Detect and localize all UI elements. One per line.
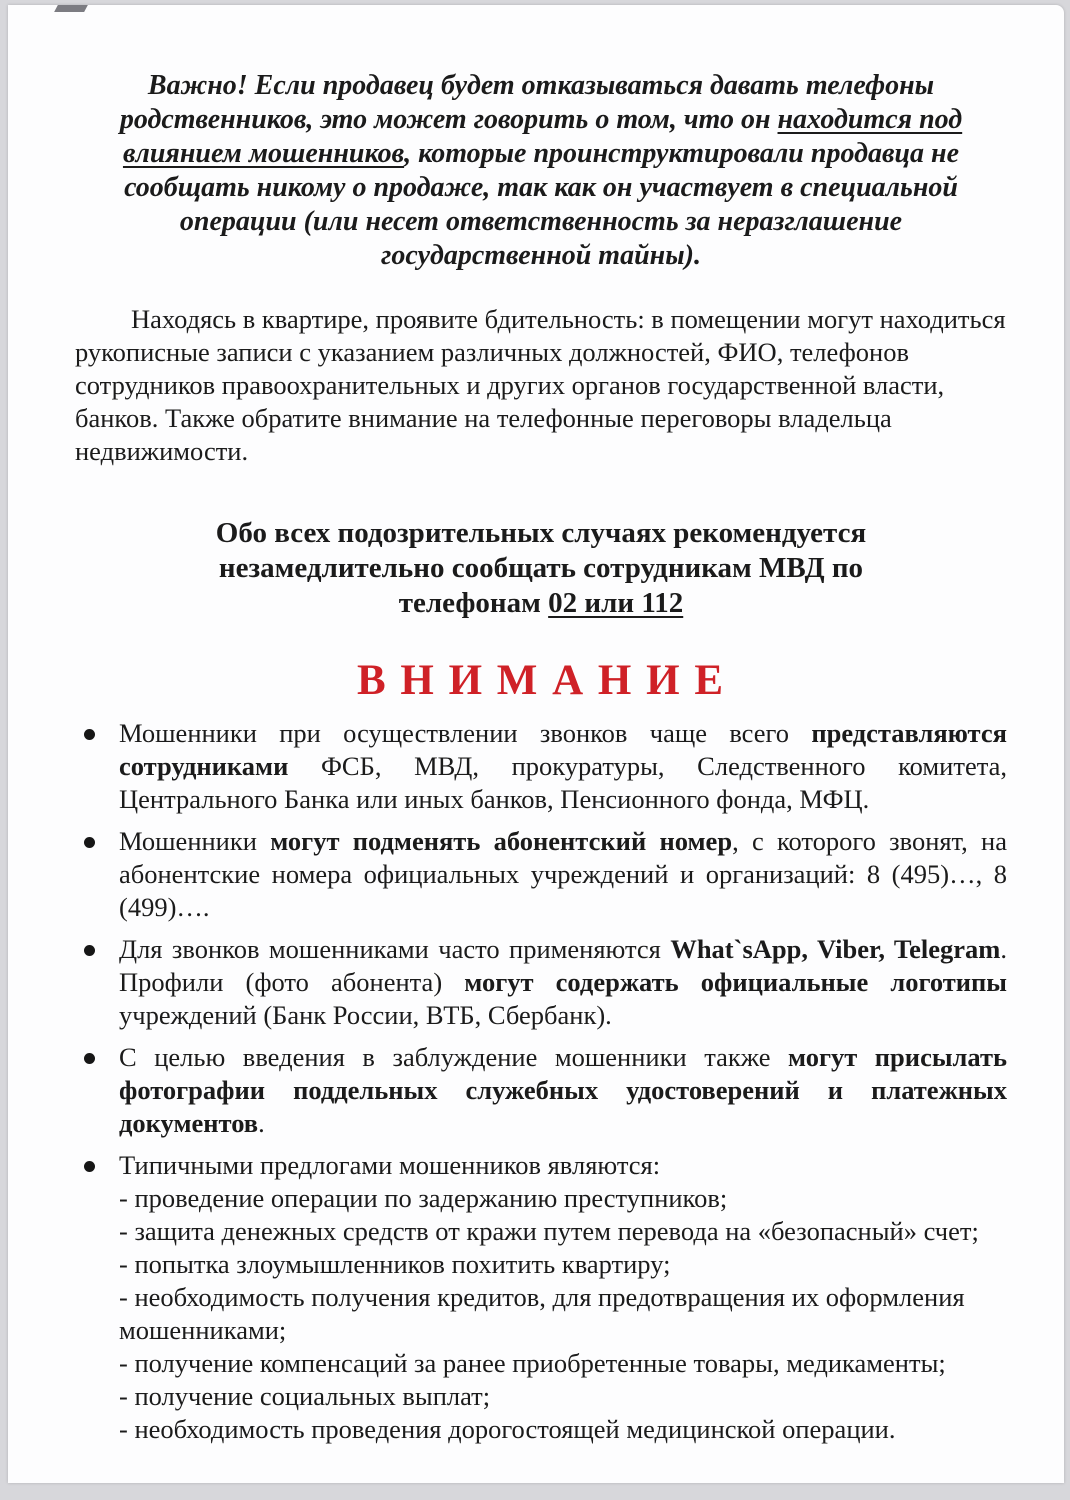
text-run: представляются сотрудниками [119, 718, 1007, 781]
intro-warning-paragraph [75, 69, 1007, 273]
text-run: , с которого звонят, на абонентские номера официальных учреждений и организаций: 8 (495)…, 8 (499)…. [119, 826, 1007, 922]
text-run: С целью введения в заблуждение мошенники также [119, 1042, 788, 1072]
bullet-item [75, 717, 1007, 816]
bullet-item [75, 933, 1007, 1032]
text-run: находится под влиянием мошенников [122, 104, 963, 169]
bullet-sub-item: - попытка злоумышленников похитить квартиру; [119, 1249, 671, 1279]
text-run: ФСБ, МВД, прокуратуры, Следственного комитета, Центрального Банка или иных банков, Пенсионного фонда, МФЦ. [119, 751, 1007, 814]
bullet-sub-item: - получение социальных выплат; [119, 1381, 491, 1411]
text-run: 02 или 112 [548, 587, 684, 619]
text-run: Мошенники [119, 826, 271, 856]
text-run: , которые проинструктировали продавца не сообщать никому о продаже, так как он участвует в специальной операции (или несет ответственность за неразглашение государственной тайны). [124, 138, 960, 271]
text-run: Типичными предлогами мошенников являются: [119, 1150, 661, 1180]
page-content [75, 5, 1007, 1455]
document-page [8, 5, 1064, 1483]
text-run: . Профили (фото абонента) [119, 934, 1007, 997]
text-run: учреждений (Банк России, ВТБ, Сбербанк). [119, 1000, 612, 1030]
bullet-item [75, 825, 1007, 924]
bullet-item [75, 1041, 1007, 1140]
text-run: . [258, 1108, 265, 1138]
bullet-item [75, 1149, 1007, 1446]
text-run: Важно! Если продавец будет отказываться давать телефоны родственников, это может говорить о том, что он [119, 70, 935, 135]
text-run: Обо всех подозрительных случаях рекомендуется незамедлительно сообщать сотрудникам МВД по телефонам [215, 517, 867, 619]
vigilance-paragraph: Находясь в квартире, проявите бдительность: в помещении могут находиться рукописные записи с указанием различных должностей, ФИО, телефонов сотрудников правоохранительных и других органов государственной власти, банков. Также обратите внимание на телефонные переговоры владельца недвижимости. [75, 304, 1006, 466]
bullet-sub-item: - получение компенсаций за ранее приобретенные товары, медикаменты; [119, 1348, 946, 1378]
bullet-sub-item: - необходимость получения кредитов, для предотвращения их оформления мошенниками; [119, 1282, 965, 1345]
bullet-sub-item: - защита денежных средств от кражи путем перевода на «безопасный» счет; [119, 1216, 979, 1246]
bullet-sub-item: - необходимость проведения дорогостоящей медицинской операции. [119, 1414, 896, 1444]
text-run: могут подменять абонентский номер [270, 826, 733, 856]
text-run: Мошенники при осуществлении звонков чаще всего [119, 718, 812, 748]
text-run: могут содержать официальные логотипы [464, 967, 1007, 997]
bullet-sub-item: - проведение операции по задержанию преступников; [119, 1183, 728, 1213]
text-run: Для звонков мошенниками часто применяются [119, 934, 671, 964]
report-recommendation-heading [75, 516, 1007, 621]
attention-list [75, 717, 1007, 1446]
text-run: What`sApp, Viber, Telegram [670, 934, 1001, 964]
attention-title: В Н И М А Н И Е [356, 657, 726, 704]
text-run: могут присылать фотографии поддельных служебных удостоверений и платежных документов [119, 1042, 1007, 1138]
